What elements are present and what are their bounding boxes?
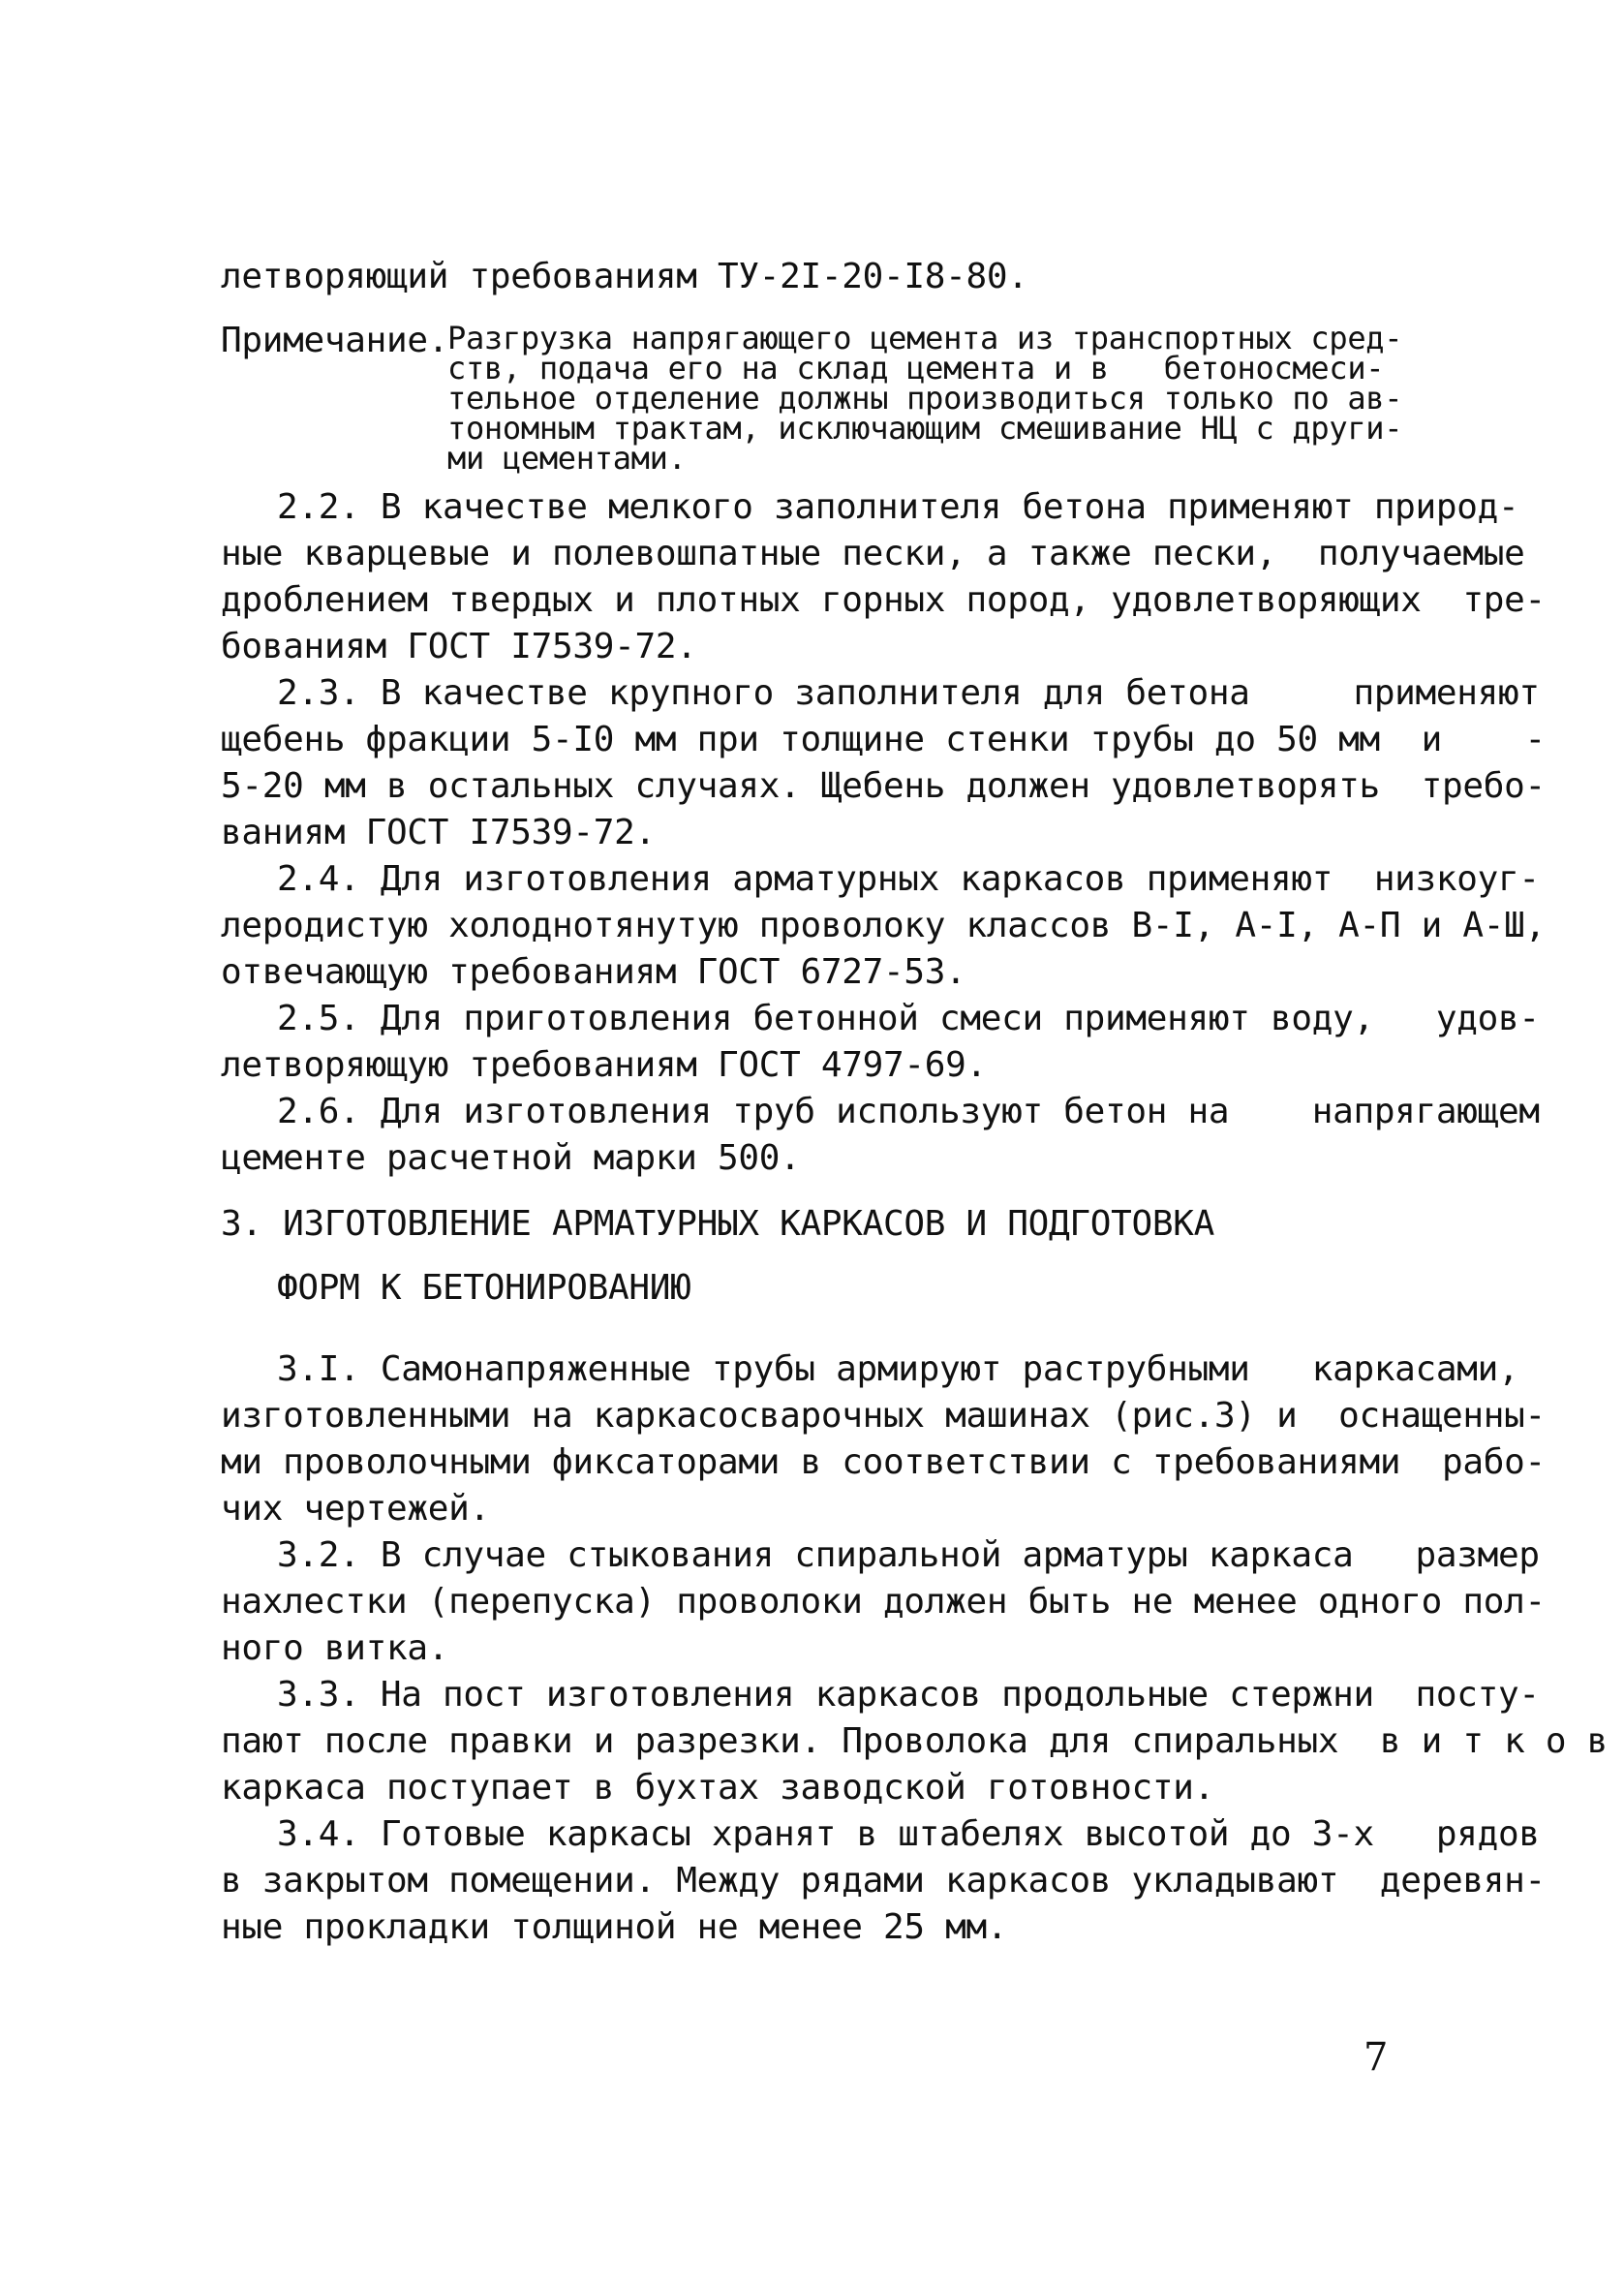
paragraph-2-3-line: 5-20 мм в остальных случаях. Щебень должен удовлетворять требо- — [221, 766, 1546, 806]
paragraph-3-2-line: нахлестки (перепуска) проволоки должен быть не менее одного пол- — [221, 1582, 1546, 1622]
paragraph-2-6-line: цементе расчетной марки 500. — [221, 1138, 801, 1178]
paragraph-2-6-line: 2.6. Для изготовления труб используют бетон на напрягающем — [277, 1092, 1540, 1131]
paragraph-2-2-line: дроблением твердых и плотных горных пород, удовлетворяющих тре- — [221, 580, 1546, 620]
paragraph-2-4-line: 2.4. Для изготовления арматурных каркасов применяют низкоуг- — [277, 859, 1540, 899]
paragraph-3-2-line: 3.2. В случае стыкования спиральной арматуры каркаса размер — [277, 1535, 1540, 1575]
paragraph-3-1-line: изготовленными на каркасосварочных машинах (рис.3) и оснащенны- — [221, 1396, 1546, 1436]
paragraph-3-1-line: чих чертежей. — [221, 1489, 490, 1529]
note-line: тономным трактам, исключающим смешивание НЦ с други- — [447, 410, 1403, 447]
paragraph-2-4-line: отвечающую требованиям ГОСТ 6727-53. — [221, 952, 966, 992]
note-line: тельное отделение должны производиться только по ав- — [447, 380, 1403, 417]
paragraph-3-4-line: 3.4. Готовые каркасы хранят в штабелях высотой до 3-х рядов — [277, 1814, 1540, 1854]
paragraph-2-2-line: 2.2. В качестве мелкого заполнителя бетона применяют природ- — [277, 487, 1519, 527]
section-3-title: ФОРМ К БЕТОНИРОВАНИЮ — [277, 1268, 691, 1308]
paragraph-3-2-line: ного витка. — [221, 1628, 449, 1668]
note-label: Примечание. — [221, 321, 449, 360]
paragraph-3-3-line: 3.3. На пост изготовления каркасов продольные стержни посту- — [277, 1675, 1540, 1715]
paragraph-3-3-line: пают после правки и разрезки. Проволока для спиральных в и т к о в — [221, 1721, 1609, 1761]
paragraph-3-1-line: 3.I. Самонапряженные трубы армируют раструбными каркасами, — [277, 1349, 1519, 1389]
paragraph-2-2-line: ные кварцевые и полевошпатные пески, а также пески, получаемые — [221, 534, 1525, 573]
note-line: ми цементами. — [447, 440, 687, 477]
paragraph-3-4-line: в закрытом помещении. Между рядами каркасов укладывают деревян- — [221, 1861, 1546, 1901]
paragraph-2-5-line: летворяющую требованиям ГОСТ 4797-69. — [221, 1045, 987, 1085]
paragraph-3-3-line: каркаса поступает в бухтах заводской готовности. — [221, 1768, 1214, 1808]
paragraph-2-3-line: щебень фракции 5-I0 мм при толщине стенки трубы до 50 мм и - — [221, 720, 1546, 759]
note-line: ств, подача его на склад цемента и в бетоносмеси- — [447, 350, 1385, 386]
paragraph-2-3-line: ваниям ГОСТ I7539-72. — [221, 813, 656, 852]
page-number: 7 — [1364, 2035, 1389, 2080]
paragraph-3-4-line: ные прокладки толщиной не менее 25 мм. — [221, 1907, 1008, 1947]
paragraph-2-5-line: 2.5. Для приготовления бетонной смеси применяют воду, удов- — [277, 999, 1540, 1038]
paragraph-2-2-line: бованиям ГОСТ I7539-72. — [221, 627, 697, 666]
note-line: Разгрузка напрягающего цемента из транспортных сред- — [447, 320, 1403, 356]
section-3-title: 3. ИЗГОТОВЛЕНИЕ АРМАТУРНЫХ КАРКАСОВ И ПОДГОТОВКА — [221, 1204, 1214, 1244]
paragraph-2-3-line: 2.3. В качестве крупного заполнителя для бетона применяют — [277, 673, 1540, 713]
paragraph-3-1-line: ми проволочными фиксаторами в соответствии с требованиями рабо- — [221, 1442, 1546, 1482]
paragraph-2-4-line: леродистую холоднотянутую проволоку классов В-I, А-I, А-П и А-Ш, — [221, 906, 1546, 945]
continuation-line: летворяющий требованиям ТУ-2I-20-I8-80. — [221, 257, 1028, 296]
